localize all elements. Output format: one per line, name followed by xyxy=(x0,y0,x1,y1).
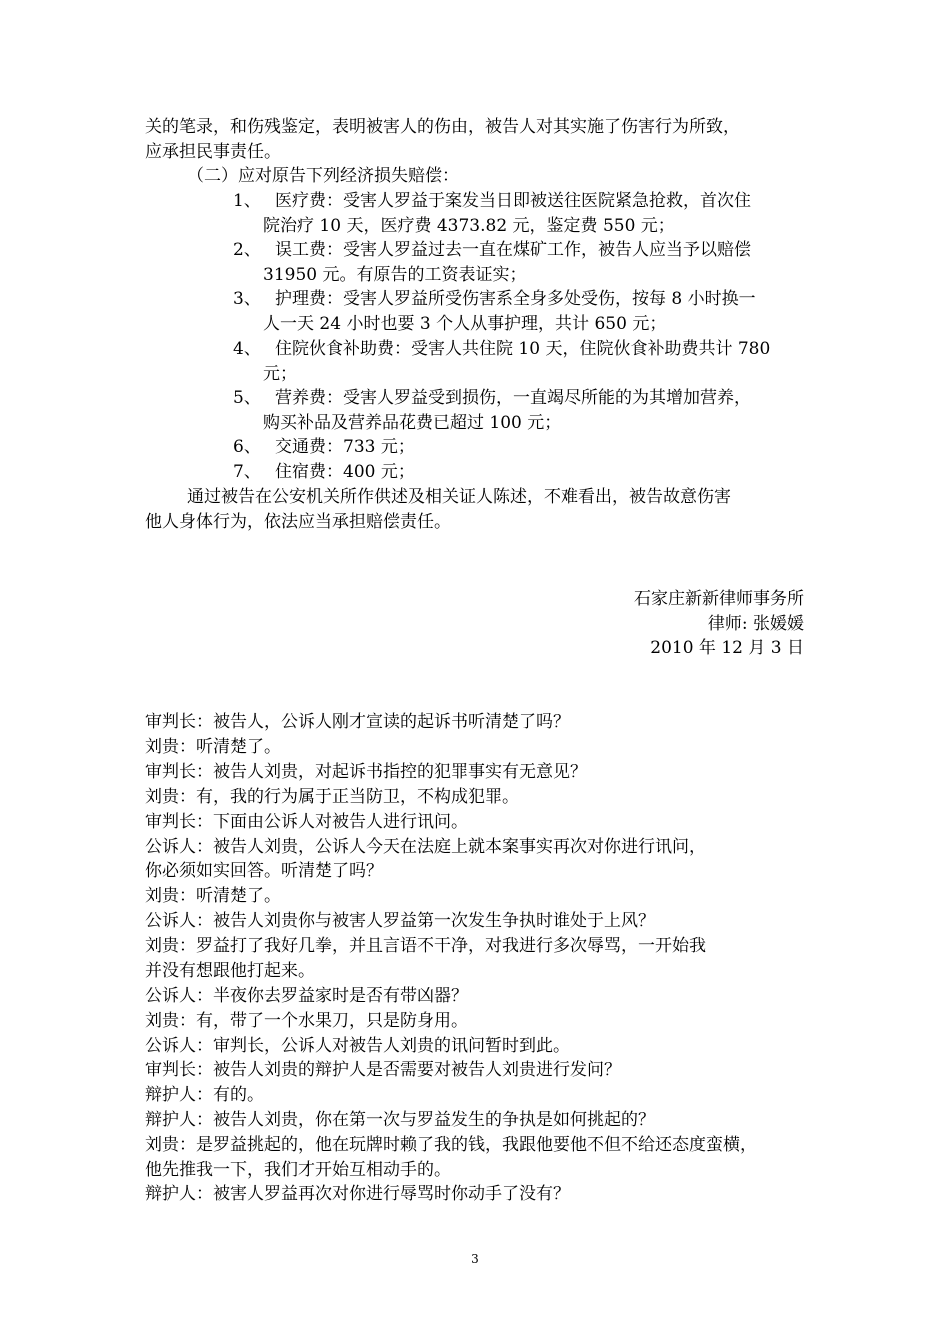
intro-line: 关的笔录，和伤残鉴定，表明被害人的伤由，被告人对其实施了伤害行为所致， xyxy=(145,117,740,137)
transcript-line: 公诉人：审判长，公诉人对被告人刘贵的讯问暂时到此。 xyxy=(145,1036,570,1056)
item-number: 4、 xyxy=(233,339,261,359)
transcript-line: 审判长：被告人刘贵，对起诉书指控的犯罪事实有无意见？ xyxy=(145,762,587,782)
list-item xyxy=(233,435,415,459)
item-text: 住宿费：400 元； xyxy=(275,462,415,482)
list-item xyxy=(233,460,415,484)
item-continuation: 元； xyxy=(263,364,297,384)
page-number: 3 xyxy=(471,1252,479,1266)
list-item xyxy=(233,238,751,262)
transcript-line: 刘贵：听清楚了。 xyxy=(145,886,281,906)
list-item xyxy=(233,287,756,311)
transcript-line: 公诉人：被告人刘贵，公诉人今天在法庭上就本案事实再次对你进行讯问， xyxy=(145,837,706,857)
item-number: 3、 xyxy=(233,289,261,309)
item-continuation: 购买补品及营养品花费已超过 100 元； xyxy=(263,413,562,433)
transcript-line: 你必须如实回答。听清楚了吗？ xyxy=(145,861,383,881)
transcript-line: 公诉人：被告人刘贵你与被害人罗益第一次发生争执时谁处于上风？ xyxy=(145,911,655,931)
transcript-line: 公诉人：半夜你去罗益家时是否有带凶器？ xyxy=(145,986,468,1006)
item-continuation: 31950 元。有原告的工资表证实； xyxy=(263,265,527,285)
item-continuation: 人一天 24 小时也要 3 个人从事护理，共计 650 元； xyxy=(263,314,667,334)
transcript-line: 辩护人：被害人罗益再次对你进行辱骂时你动手了没有？ xyxy=(145,1184,570,1204)
transcript-line: 并没有想跟他打起来。 xyxy=(145,961,315,981)
item-text: 医疗费：受害人罗益于案发当日即被送往医院紧急抢救，首次住 xyxy=(275,191,751,211)
item-continuation: 院治疗 10 天，医疗费 4373.82 元，鉴定费 550 元； xyxy=(263,216,675,236)
transcript-line: 审判长：下面由公诉人对被告人进行讯问。 xyxy=(145,812,468,832)
item-text: 住院伙食补助费：受害人共住院 10 天，住院伙食补助费共计 780 xyxy=(275,339,771,359)
transcript-line: 刘贵：听清楚了。 xyxy=(145,737,281,757)
conclusion-line: 他人身体行为，依法应当承担赔偿责任。 xyxy=(145,512,451,532)
transcript-line: 辩护人：被告人刘贵，你在第一次与罗益发生的争执是如何挑起的？ xyxy=(145,1110,655,1130)
signature-firm: 石家庄新新律师事务所 xyxy=(634,589,804,609)
signature-date: 2010 年 12 月 3 日 xyxy=(650,638,804,658)
intro-line: 应承担民事责任。 xyxy=(145,142,281,162)
item-text: 误工费：受害人罗益过去一直在煤矿工作，被告人应当予以赔偿 xyxy=(275,240,751,260)
transcript-line: 审判长：被告人刘贵的辩护人是否需要对被告人刘贵进行发问？ xyxy=(145,1060,621,1080)
item-number: 5、 xyxy=(233,388,261,408)
item-number: 7、 xyxy=(233,462,261,482)
list-item xyxy=(233,386,751,410)
item-number: 2、 xyxy=(233,240,261,260)
transcript-line: 刘贵：有，我的行为属于正当防卫，不构成犯罪。 xyxy=(145,787,519,807)
item-number: 1、 xyxy=(233,191,261,211)
conclusion-line: 通过被告在公安机关所作供述及相关证人陈述，不难看出，被告故意伤害 xyxy=(187,487,731,507)
signature-lawyer: 律师: 张媛媛 xyxy=(707,614,804,634)
item-number: 6、 xyxy=(233,437,261,457)
section-heading: （二）应对原告下列经济损失赔偿： xyxy=(187,166,459,186)
transcript-line: 刘贵：罗益打了我好几拳，并且言语不干净，对我进行多次辱骂，一开始我 xyxy=(145,936,706,956)
transcript-line: 辩护人：有的。 xyxy=(145,1085,264,1105)
item-text: 营养费：受害人罗益受到损伤，一直竭尽所能的为其增加营养， xyxy=(275,388,751,408)
transcript-line: 他先推我一下，我们才开始互相动手的。 xyxy=(145,1160,451,1180)
list-item xyxy=(233,337,770,361)
list-item xyxy=(233,189,751,213)
transcript-line: 刘贵：是罗益挑起的，他在玩牌时赖了我的钱，我跟他要他不但不给还态度蛮横， xyxy=(145,1135,757,1155)
transcript-line: 刘贵：有，带了一个水果刀，只是防身用。 xyxy=(145,1011,468,1031)
item-text: 护理费：受害人罗益所受伤害系全身多处受伤，按每 8 小时换一 xyxy=(275,289,756,309)
transcript-line: 审判长：被告人，公诉人刚才宣读的起诉书听清楚了吗？ xyxy=(145,712,570,732)
item-text: 交通费：733 元； xyxy=(275,437,415,457)
